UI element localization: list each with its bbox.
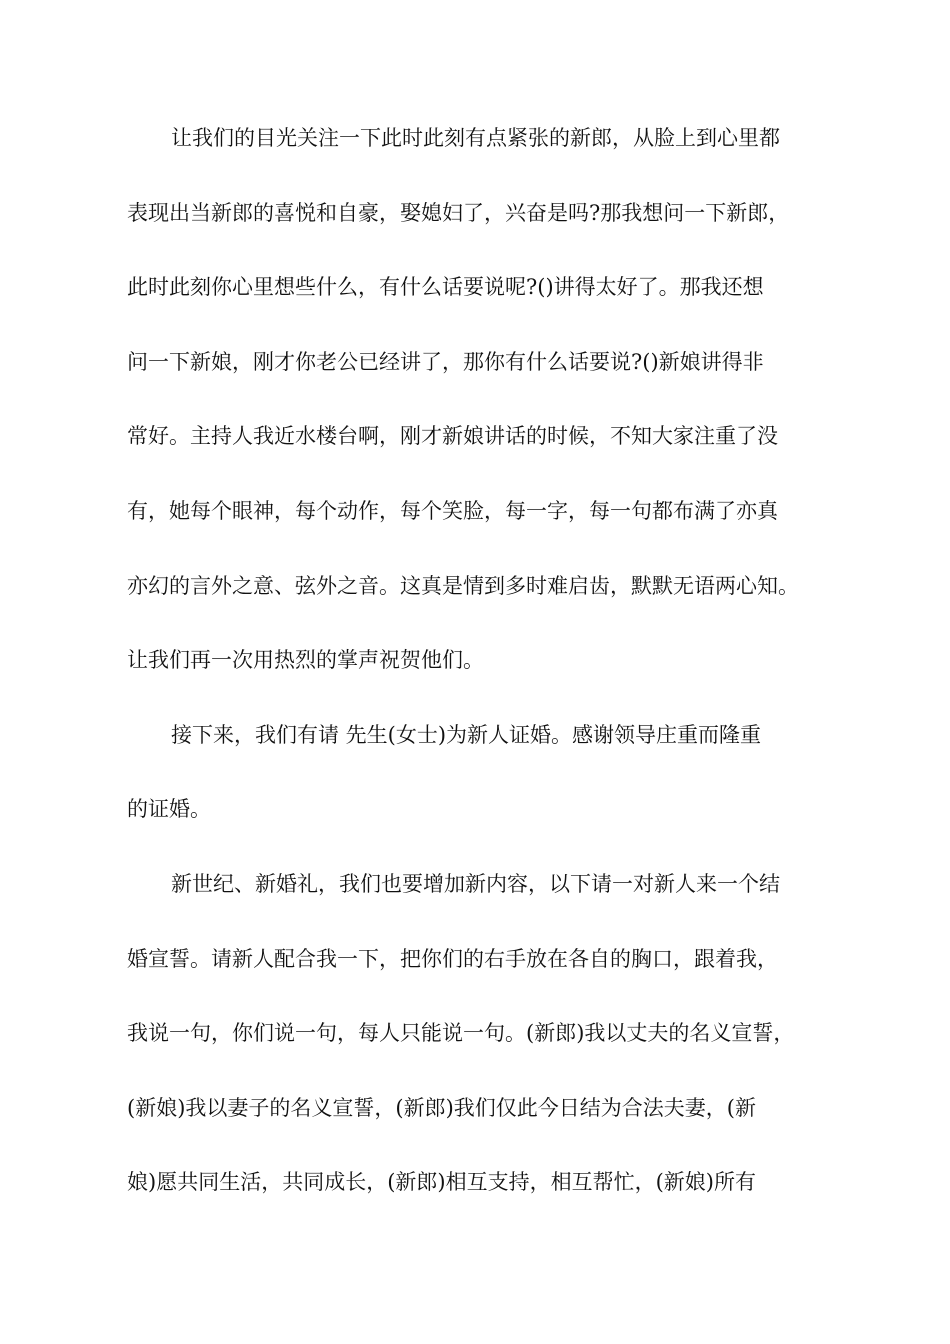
- text-line: 接下来，我们有请 先生(女士)为新人证婚。感谢领导庄重而隆重: [171, 722, 762, 747]
- paragraph: [127, 715, 837, 864]
- text-line: 常好。主持人我近水楼台啊，刚才新娘讲话的时候，不知大家注重了没: [127, 424, 778, 449]
- text-line: 此时此刻你心里想些什么，有什么话要说呢?()讲得太好了。那我还想: [127, 275, 764, 300]
- text-line: 娘)愿共同生活，共同成长，(新郎)相互支持，相互帮忙，(新娘)所有: [127, 1170, 756, 1195]
- text-line: 让我们的目光关注一下此时此刻有点紧张的新郎，从脸上到心里都: [171, 126, 780, 150]
- text-line: 婚宣誓。请新人配合我一下，把你们的右手放在各自的胸口，跟着我，: [127, 946, 778, 971]
- paragraph: [127, 118, 837, 715]
- text-line: (新娘)我以妻子的名义宣誓，(新郎)我们仅此今日结为合法夫妻，(新: [127, 1095, 756, 1120]
- text-line: 亦幻的言外之意、弦外之音。这真是情到多时难启齿，默默无语两心知。: [127, 573, 799, 598]
- paragraph: [127, 864, 837, 1237]
- text-line: 问一下新娘，刚才你老公已经讲了，那你有什么话要说?()新娘讲得非: [127, 349, 764, 374]
- text-line: 我说一句，你们说一句，每人只能说一句。(新郎)我以丈夫的名义宣誓，: [127, 1021, 795, 1046]
- text-line: 新世纪、新婚礼，我们也要增加新内容，以下请一对新人来一个结: [171, 871, 780, 896]
- text-line: 有，她每个眼神，每个动作，每个笑脸，每一字，每一句都布满了亦真: [127, 498, 778, 523]
- document-body: [127, 118, 837, 1237]
- text-line: 让我们再一次用热烈的掌声祝贺他们。: [127, 648, 484, 673]
- text-line: 表现出当新郎的喜悦和自豪，娶媳妇了，兴奋是吗?那我想问一下新郎，: [127, 200, 790, 225]
- text-line: 的证婚。: [127, 797, 211, 822]
